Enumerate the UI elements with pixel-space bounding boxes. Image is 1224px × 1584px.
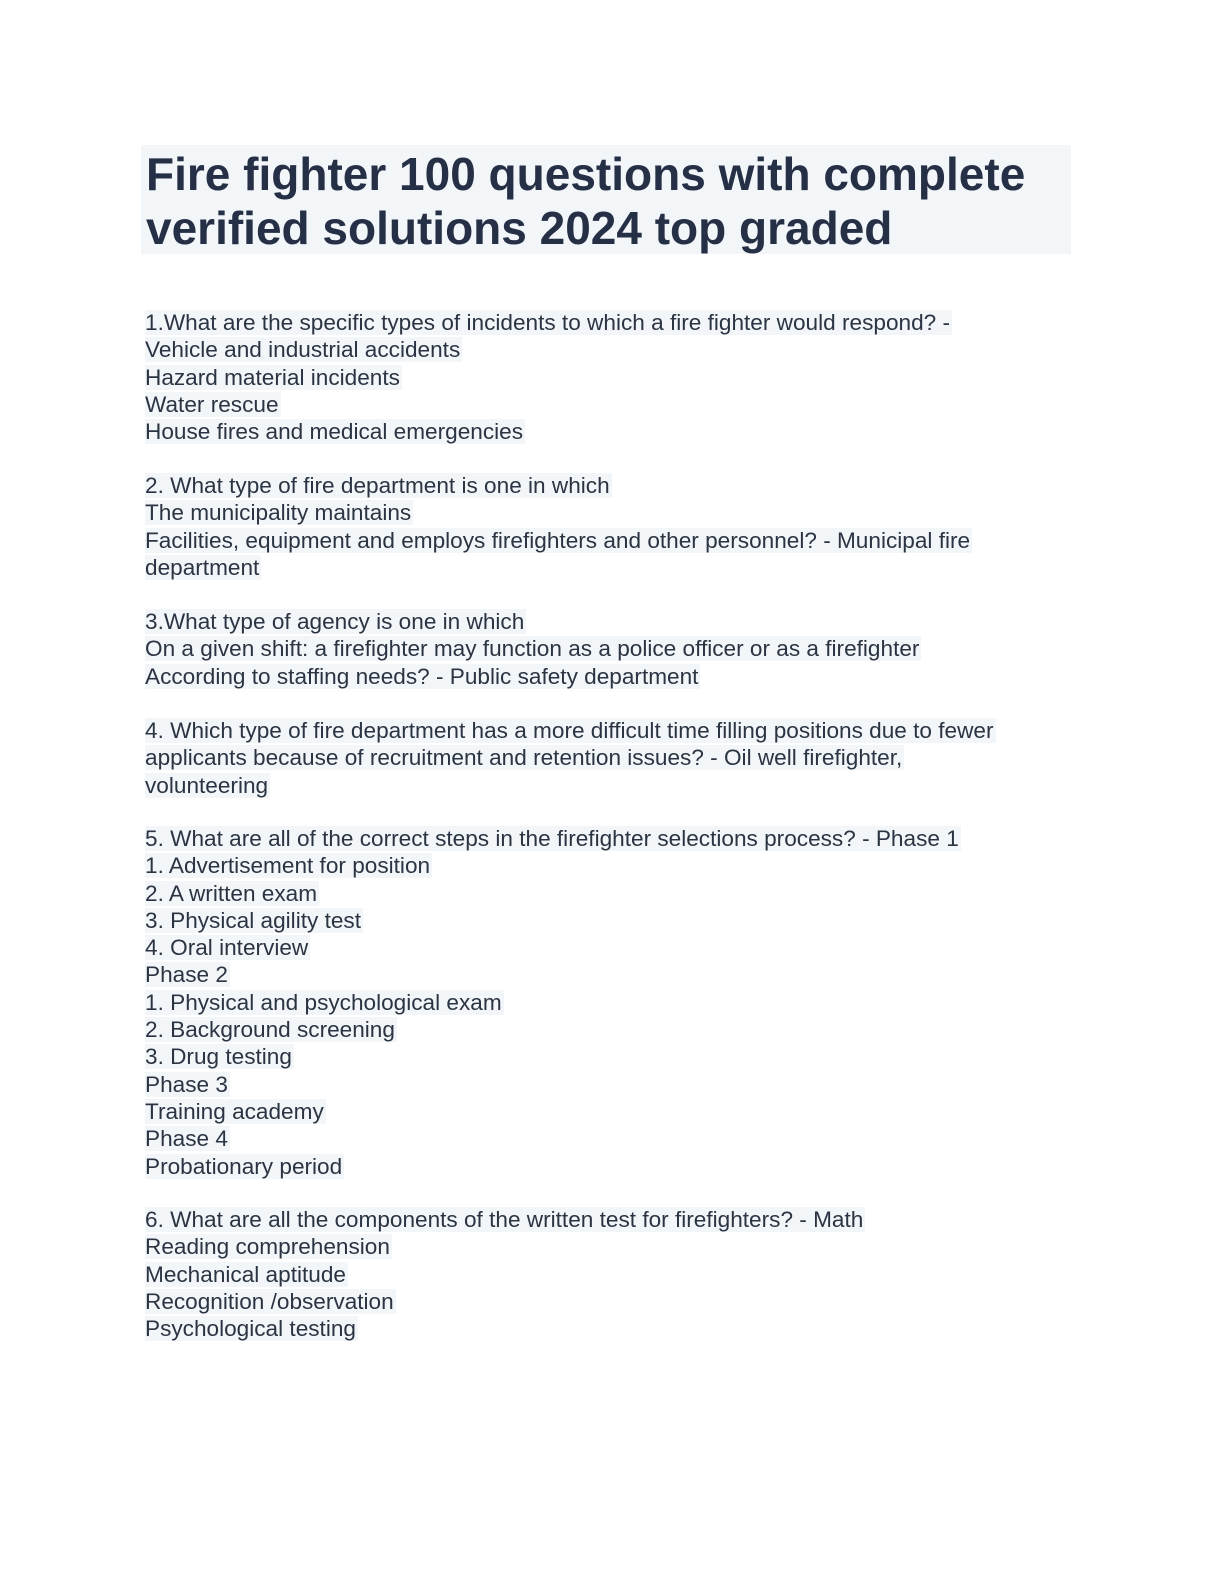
text-line: Mechanical aptitude xyxy=(145,1261,346,1287)
text-line: Psychological testing xyxy=(145,1316,356,1342)
text-line: The municipality maintains xyxy=(145,500,412,526)
text-line: 3.What type of agency is one in which xyxy=(145,609,525,634)
text-line: Water rescue xyxy=(145,391,279,417)
text-line: 1. Physical and psychological exam xyxy=(145,989,502,1015)
question-1 xyxy=(145,309,1105,445)
text-line: 2. What type of fire department is one in which xyxy=(145,473,610,498)
text-line: 4. Oral interview xyxy=(145,935,309,961)
text-line: 2. A written exam xyxy=(145,880,318,906)
text-line: 6. What are all the components of the written test for firefighters? - Math xyxy=(145,1207,864,1232)
text-line: 2. Background screening xyxy=(145,1017,395,1043)
text-line: Probationary period xyxy=(145,1153,343,1179)
text-line: volunteering xyxy=(145,772,269,798)
text-line: department xyxy=(145,554,260,580)
question-5 xyxy=(145,825,1105,1180)
title-line-1: Fire fighter 100 questions with complete xyxy=(146,148,1026,200)
text-line: 3. Physical agility test xyxy=(145,907,361,933)
text-line: 5. What are all of the correct steps in the firefighter selections process? - Phase 1 xyxy=(145,826,959,851)
text-line: 3. Drug testing xyxy=(145,1044,292,1070)
question-4 xyxy=(145,717,1105,799)
text-line: Recognition /observation xyxy=(145,1288,394,1314)
text-line: Phase 4 xyxy=(145,1126,228,1152)
text-line: 4. Which type of fire department has a more difficult time filling positions due to fewer xyxy=(145,718,994,743)
text-line: On a given shift: a firefighter may function as a police officer or as a firefighter xyxy=(145,636,920,662)
document-title xyxy=(141,145,1071,254)
question-6 xyxy=(145,1206,1105,1342)
text-line: House fires and medical emergencies xyxy=(145,419,524,445)
text-line: Phase 2 xyxy=(145,962,228,988)
question-3 xyxy=(145,608,1105,690)
title-line-2: verified solutions 2024 top graded xyxy=(146,202,893,254)
text-line: Reading comprehension xyxy=(145,1234,390,1260)
text-line: Training academy xyxy=(145,1098,324,1124)
text-line: Hazard material incidents xyxy=(145,364,400,390)
text-line: Facilities, equipment and employs firefighters and other personnel? - Municipal fire xyxy=(145,527,971,553)
text-line: 1. Advertisement for position xyxy=(145,853,431,879)
text-line: Phase 3 xyxy=(145,1071,228,1097)
text-line: 1.What are the specific types of incidents to which a fire fighter would respond? - xyxy=(145,310,951,335)
text-line: applicants because of recruitment and retention issues? - Oil well firefighter, xyxy=(145,745,903,771)
text-line: Vehicle and industrial accidents xyxy=(145,337,461,363)
question-2 xyxy=(145,472,1105,581)
text-line: According to staffing needs? - Public safety department xyxy=(145,663,699,689)
